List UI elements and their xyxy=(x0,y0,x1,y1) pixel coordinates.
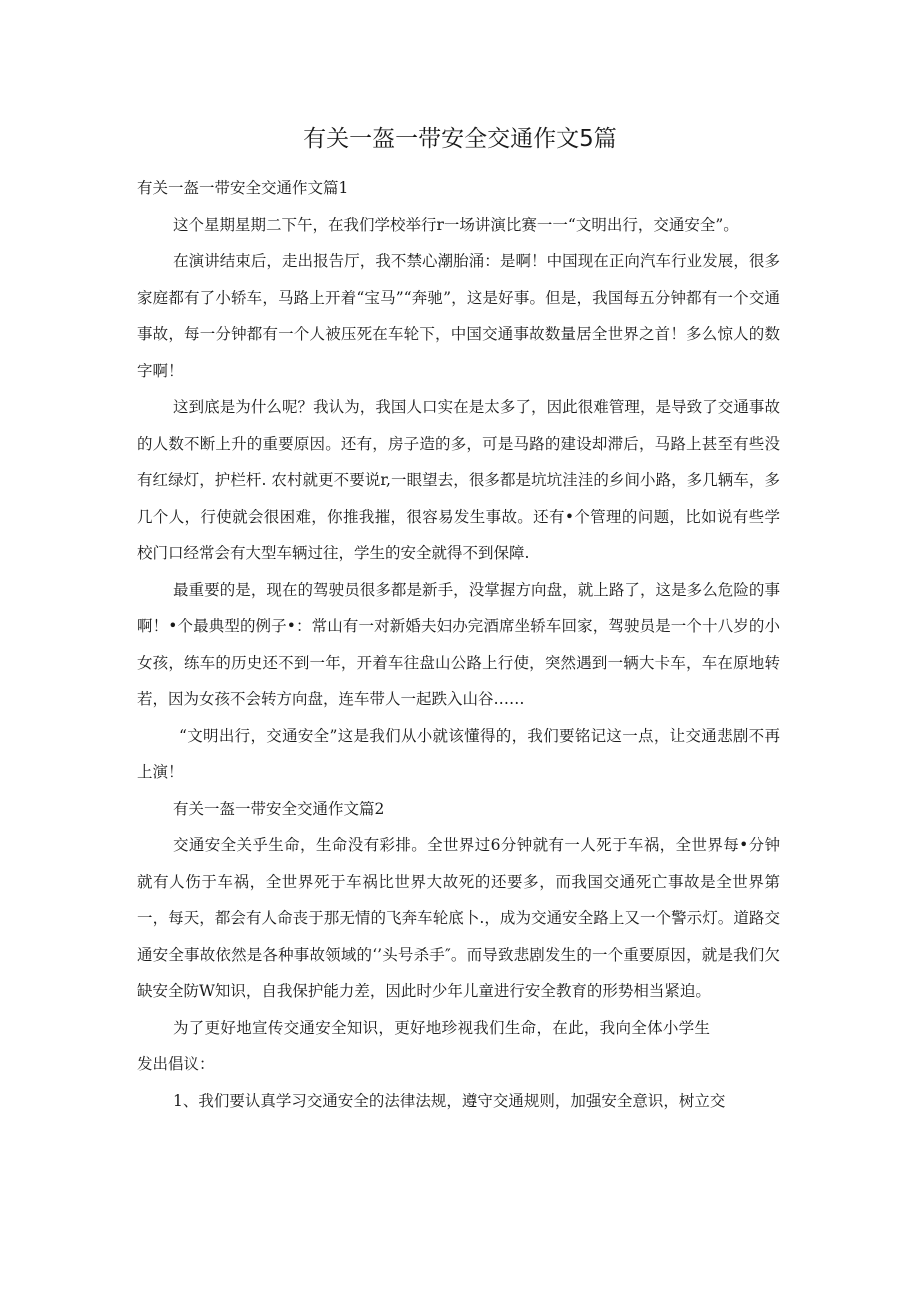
section-heading-1: 有关一盔一带安全交通作文篇1 xyxy=(137,179,349,197)
paragraph-6: 交通安全关乎生命，生命没有彩排。全世界过6分钟就有一人死于车祸，全世界每•分钟就有人伤于车祸，全世界死于车祸比世界大故死的还要多，而我国交通死亡事故是全世界第一，每天，都会有人命丧于那无情的飞奔车轮底卜.，成为交通安全路上又一个警示灯。道路交通安全事故依然是各种事故领域的‘’头号杀手″。而导致悲剧发生的一个重要原因，就是我们欠缺安全防W知识，自我保护能力差，因此时少年儿童进行安全教育的形势相当紧迫。 xyxy=(137,836,780,1000)
document-body xyxy=(137,170,780,1119)
paragraph-5: “文明出行，交通安全”这是我们从小就该懂得的，我们要铭记这一点，让交通悲剧不再上演！ xyxy=(137,726,780,781)
paragraph-1: 这个星期星期二下午，在我们学校举行r一场讲演比赛一一“文明出行，交通安全”。 xyxy=(173,215,739,234)
document-title: 有关一盔一带安全交通作文5篇 xyxy=(303,126,617,152)
paragraph-4: 最重要的是，现在的驾驶员很多都是新手，没掌握方向盘，就上路了，这是多么危险的事啊！•个最典型的例子•：常山有一对新婚夫妇办完酒席坐轿车回家，驾驶员是一个十八岁的小女孩，练车的历史还不到一年，开着车往盘山公路上行使，突然遇到一辆大卡车，车在原地转若，因为女孩不会转方向盘，连车带人一起跌入山谷…… xyxy=(137,580,780,708)
paragraph-8: 1、我们要认真学习交通安全的法律法规，遵守交通规则，加强安全意识，树立交 xyxy=(173,1091,726,1110)
paragraph-3: 这到底是为什么呢？我认为，我国人口实在是太多了，因此很难管理，是导致了交通事故的人数不断上升的重要原因。还有，房子造的多，可是马路的建设却滞后，马路上甚至有些没有红绿灯，护栏杆. 农村就更不要说r,一眼望去，很多都是坑坑洼洼的乡间小路，多几辆车，多几个人，行使就会很困难，你推我摧，很容易发生事故。还有•个管理的问题，比如说有些学校门口经常会有大型车辆过往，学生的安全就得不到保障. xyxy=(137,398,780,562)
paragraph-2: 在演讲结束后，走出报告厅，我不禁心潮胎涌：是啊！中国现在正向汽车行业发展，很多家庭都有了小轿车，马路上开着“宝马”“奔驰”，这是好事。但是，我国每五分钟都有一个交通事故，每一分钟都有一个人被压死在车轮下，中国交通事故数量居全世界之首！多么惊人的数字啊！ xyxy=(137,252,780,380)
paragraph-7: 为了更好地宣传交通安全知识，更好地珍视我们生命，在此，我向全体小学生发出倡议： xyxy=(137,1018,710,1073)
section-heading-2: 有关一盔一带安全交通作文篇2 xyxy=(173,799,385,818)
